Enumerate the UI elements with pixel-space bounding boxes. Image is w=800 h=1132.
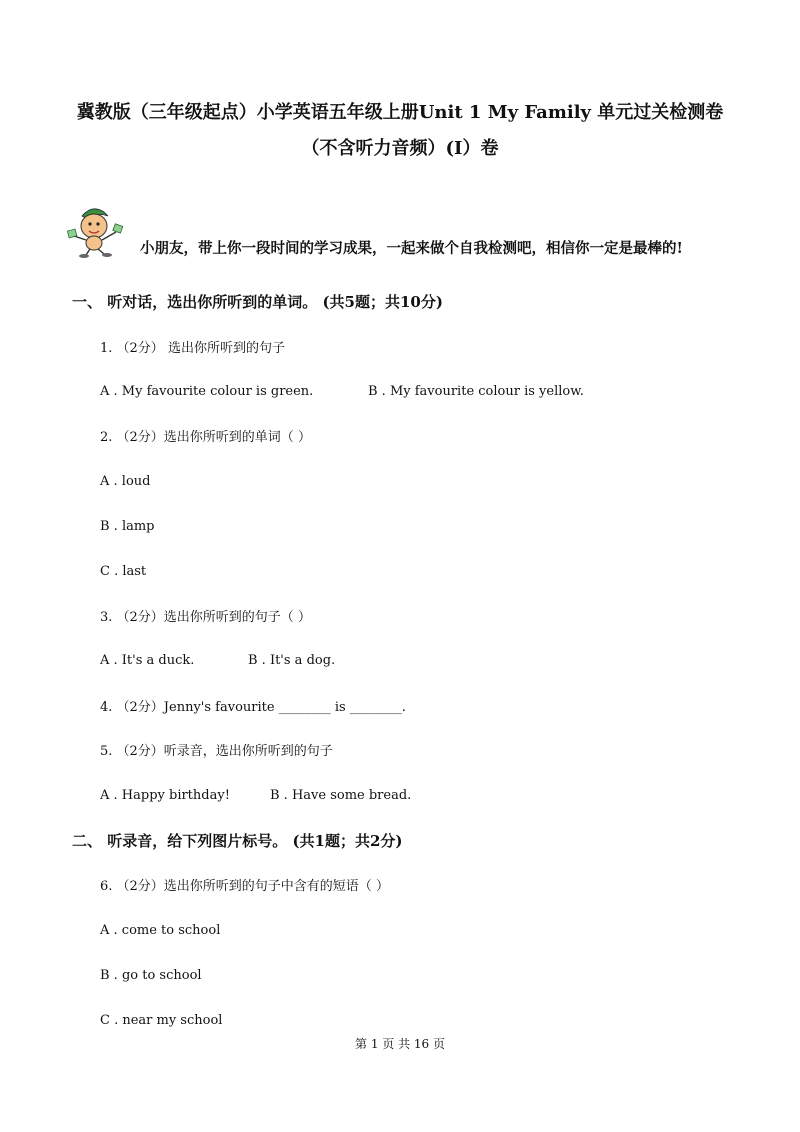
cartoon-boy-mascot-icon <box>64 202 126 258</box>
question-2-option-b[interactable]: B . lamp <box>100 519 155 534</box>
question-5-option-b[interactable]: B . Have some bread. <box>270 788 412 803</box>
question-2: 2. （2分）选出你所听到的单词（ ） <box>100 430 311 445</box>
question-2-option-a[interactable]: A . loud <box>100 474 151 489</box>
question-1: 1. （2分） 选出你所听到的句子 <box>100 341 285 356</box>
question-5-option-a[interactable]: A . Happy birthday! <box>100 788 230 803</box>
question-1-option-a[interactable]: A . My favourite colour is green. <box>100 384 314 399</box>
question-3: 3. （2分）选出你所听到的句子（ ） <box>100 610 311 625</box>
encouragement-text: 小朋友，带上你一段时间的学习成果，一起来做个自我检测吧，相信你一定是最棒的! <box>140 240 683 257</box>
document-title-line2: （不含听力音频）(I）卷 <box>301 138 499 159</box>
document-title-line1: 冀教版（三年级起点）小学英语五年级上册Unit 1 My Family 单元过关检测卷 <box>76 102 724 123</box>
question-6-option-b[interactable]: B . go to school <box>100 968 202 983</box>
question-6-option-c[interactable]: C . near my school <box>100 1013 223 1028</box>
question-5: 5. （2分）听录音，选出你所听到的句子 <box>100 744 333 759</box>
question-3-option-a[interactable]: A . It's a duck. <box>100 653 195 668</box>
question-6: 6. （2分）选出你所听到的句子中含有的短语（ ） <box>100 879 389 894</box>
question-1-option-b[interactable]: B . My favourite colour is yellow. <box>368 384 584 399</box>
question-6-option-a[interactable]: A . come to school <box>100 923 221 938</box>
question-3-option-b[interactable]: B . It's a dog. <box>248 653 336 668</box>
question-2-option-c[interactable]: C . last <box>100 564 147 579</box>
section-2-heading: 二、 听录音，给下列图片标号。 (共1题；共2分) <box>72 832 403 850</box>
question-4: 4. （2分）Jenny's favourite ________ is ________. <box>100 700 406 715</box>
section-1-heading: 一、 听对话，选出你所听到的单词。 (共5题；共10分) <box>72 293 443 311</box>
page-footer: 第 1 页 共 16 页 <box>355 1037 445 1051</box>
